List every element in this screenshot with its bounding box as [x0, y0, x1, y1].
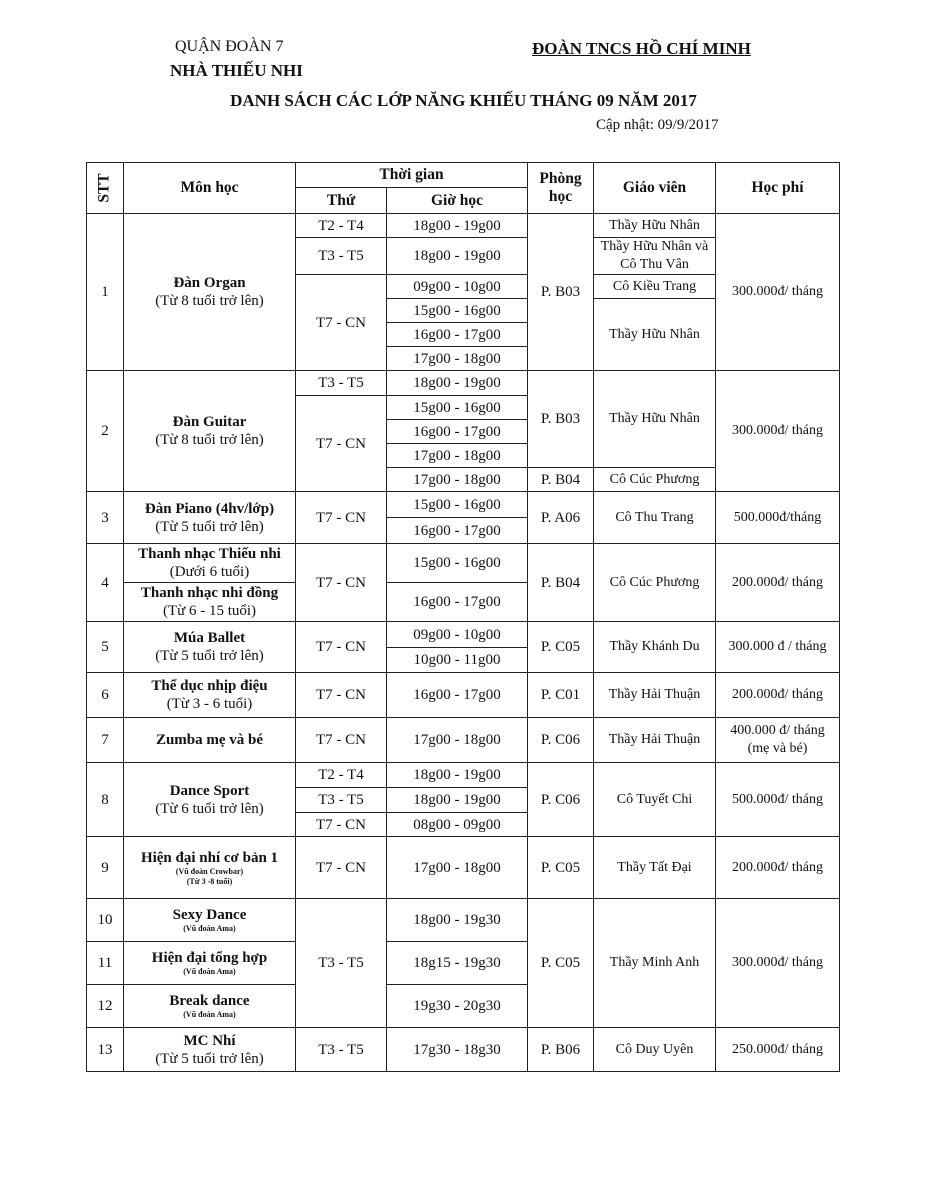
stt-cell: 9	[87, 837, 124, 899]
col-subject: Môn học	[124, 163, 296, 214]
day-cell: T7 - CN	[296, 492, 387, 544]
teacher-cell: Cô Kiều Trang	[594, 275, 716, 299]
subject-name: Hiện đại tổng hợp	[151, 950, 268, 966]
col-fee: Học phí	[716, 163, 840, 214]
col-day: Thứ	[296, 188, 387, 214]
stt-cell: 2	[87, 371, 124, 492]
teacher-cell: Thầy Hải Thuận	[594, 673, 716, 718]
subject-cell	[124, 583, 296, 622]
subject-name: Múa Ballet	[173, 630, 246, 646]
org-name-left: QUẬN ĐOÀN 7	[175, 38, 284, 55]
subject-cell	[124, 1028, 296, 1072]
subject-name: Thanh nhạc nhi đồng	[140, 585, 279, 601]
day-cell: T3 - T5	[296, 788, 387, 813]
day-cell: T2 - T4	[296, 763, 387, 788]
table-row	[87, 544, 840, 583]
fee-value: 400.000 đ/ tháng	[730, 723, 825, 738]
day-cell: T7 - CN	[296, 275, 387, 371]
room-cell: P. C05	[528, 837, 594, 899]
subject-age: (Từ 8 tuổi trở lên)	[155, 432, 264, 448]
teacher-cell: Cô Cúc Phương	[594, 468, 716, 492]
fee-cell: 200.000đ/ tháng	[716, 544, 840, 622]
room-cell: P. C01	[528, 673, 594, 718]
subject-age: (Từ 8 tuổi trở lên)	[155, 293, 264, 309]
subject-cell	[124, 837, 296, 899]
fee-cell: 300.000đ/ tháng	[716, 214, 840, 371]
day-cell: T7 - CN	[296, 837, 387, 899]
time-cell: 15g00 - 16g00	[387, 544, 528, 583]
time-cell: 17g30 - 18g30	[387, 1028, 528, 1072]
col-hours: Giờ học	[387, 188, 528, 214]
table-row	[87, 371, 840, 396]
table-row	[87, 1028, 840, 1072]
room-cell: P. B03	[528, 371, 594, 468]
day-cell: T7 - CN	[296, 718, 387, 763]
time-cell: 15g00 - 16g00	[387, 299, 528, 323]
time-cell: 18g00 - 19g00	[387, 371, 528, 396]
teacher-cell: Thầy Minh Anh	[594, 899, 716, 1028]
room-cell: P. B03	[528, 214, 594, 371]
subject-age: (Từ 5 tuổi trở lên)	[155, 1050, 264, 1067]
subject-group: (Vũ đoàn Ama)	[183, 967, 236, 976]
room-cell: P. A06	[528, 492, 594, 544]
subject-age: (Dưới 6 tuổi)	[169, 564, 250, 580]
subject-cell	[124, 544, 296, 583]
table-row	[87, 718, 840, 763]
stt-cell: 7	[87, 718, 124, 763]
stt-cell: 13	[87, 1028, 124, 1072]
subject-name: Dance Sport	[169, 782, 250, 799]
stt-cell: 6	[87, 673, 124, 718]
time-cell: 17g00 - 18g00	[387, 718, 528, 763]
teacher-cell: Thầy Hữu Nhân và Cô Thu Vân	[594, 238, 716, 275]
org-name-right: ĐOÀN TNCS HỒ CHÍ MINH	[532, 39, 751, 58]
stt-cell: 5	[87, 622, 124, 673]
time-cell: 17g00 - 18g00	[387, 347, 528, 371]
fee-cell: 250.000đ/ tháng	[716, 1028, 840, 1072]
room-cell: P. B04	[528, 544, 594, 622]
subject-cell	[124, 371, 296, 492]
subject-group: (Vũ đoàn Crowbar)	[175, 866, 244, 876]
subject-group: (Vũ đoàn Ama)	[183, 924, 236, 933]
subject-cell	[124, 214, 296, 371]
time-cell: 08g00 - 09g00	[387, 813, 528, 837]
time-cell: 19g30 - 20g30	[387, 985, 528, 1028]
table-row	[87, 899, 840, 942]
stt-cell: 1	[87, 214, 124, 371]
teacher-cell: Cô Cúc Phương	[594, 544, 716, 622]
time-cell: 16g00 - 17g00	[387, 583, 528, 622]
class-schedule-table	[86, 162, 840, 1072]
time-cell: 18g15 - 19g30	[387, 942, 528, 985]
subject-name: Đàn Piano (4hv/lớp)	[144, 500, 275, 517]
subject-cell	[124, 492, 296, 544]
time-cell: 16g00 - 17g00	[387, 518, 528, 544]
room-cell: P. C05	[528, 622, 594, 673]
table-row	[87, 763, 840, 788]
time-cell: 17g00 - 18g00	[387, 837, 528, 899]
teacher-cell: Thầy Hữu Nhân	[594, 371, 716, 468]
header-row	[87, 163, 840, 188]
teacher-cell: Thầy Hải Thuận	[594, 718, 716, 763]
subject-name: Hiện đại nhí cơ bản 1	[140, 849, 279, 866]
table-row	[87, 622, 840, 648]
fee-cell: 200.000đ/ tháng	[716, 673, 840, 718]
time-cell: 17g00 - 18g00	[387, 468, 528, 492]
org-subname-left: NHÀ THIẾU NHI	[170, 61, 303, 80]
stt-cell: 11	[87, 942, 124, 985]
fee-cell: 500.000đ/tháng	[716, 492, 840, 544]
subject-name: Đàn Organ	[173, 275, 246, 291]
subject-cell	[124, 899, 296, 942]
fee-cell: 500.000đ/ tháng	[716, 763, 840, 837]
day-cell: T3 - T5	[296, 238, 387, 275]
time-cell: 10g00 - 11g00	[387, 648, 528, 673]
subject-cell	[124, 673, 296, 718]
room-cell: P. C06	[528, 718, 594, 763]
subject-name: Đàn Guitar	[172, 414, 247, 430]
room-cell: P. B06	[528, 1028, 594, 1072]
subject-cell: Zumba mẹ và bé	[124, 718, 296, 763]
subject-age: (Từ 5 tuổi trở lên)	[155, 648, 264, 664]
stt-cell: 4	[87, 544, 124, 622]
time-cell: 16g00 - 17g00	[387, 420, 528, 444]
day-cell: T7 - CN	[296, 813, 387, 837]
stt-cell: 8	[87, 763, 124, 837]
subject-age: (Từ 3 - 6 tuổi)	[166, 696, 253, 712]
time-cell: 18g00 - 19g00	[387, 214, 528, 238]
col-stt: STT	[87, 163, 124, 214]
updated-date: Cập nhật: 09/9/2017	[596, 117, 719, 133]
fee-cell: 300.000 đ / tháng	[716, 622, 840, 673]
subject-group: (Vũ đoàn Ama)	[183, 1010, 236, 1019]
subject-age: (Từ 3 -8 tuổi)	[186, 876, 233, 886]
teacher-cell: Thầy Tất Đại	[594, 837, 716, 899]
subject-name: Break dance	[169, 993, 250, 1009]
table-row	[87, 837, 840, 899]
room-cell: P. C05	[528, 899, 594, 1028]
time-cell: 09g00 - 10g00	[387, 622, 528, 648]
day-cell: T3 - T5	[296, 371, 387, 396]
document-title: DANH SÁCH CÁC LỚP NĂNG KHIẾU THÁNG 09 NĂM 2017	[230, 91, 697, 110]
time-cell: 16g00 - 17g00	[387, 673, 528, 718]
col-room: Phòng học	[528, 163, 594, 214]
subject-age: (Từ 6 - 15 tuổi)	[162, 603, 257, 619]
subject-cell	[124, 622, 296, 673]
fee-cell: 200.000đ/ tháng	[716, 837, 840, 899]
time-cell: 18g00 - 19g00	[387, 238, 528, 275]
room-cell: P. C06	[528, 763, 594, 837]
day-cell: T7 - CN	[296, 622, 387, 673]
subject-name: Thể dục nhịp điệu	[151, 678, 268, 694]
col-time: Thời gian	[296, 163, 528, 188]
table-row	[87, 673, 840, 718]
stt-cell: 12	[87, 985, 124, 1028]
fee-cell: 300.000đ/ tháng	[716, 371, 840, 492]
day-cell: T3 - T5	[296, 899, 387, 1028]
time-cell: 18g00 - 19g30	[387, 899, 528, 942]
subject-name: MC Nhí	[183, 1032, 236, 1049]
subject-age: (Từ 6 tuổi trở lên)	[155, 800, 264, 817]
stt-cell: 3	[87, 492, 124, 544]
time-cell: 18g00 - 19g00	[387, 763, 528, 788]
fee-note: (mẹ và bé)	[747, 741, 808, 756]
subject-name: Sexy Dance	[172, 907, 247, 923]
teacher-cell: Thầy Hữu Nhân	[594, 299, 716, 371]
day-cell: T7 - CN	[296, 673, 387, 718]
subject-name: Thanh nhạc Thiếu nhi	[138, 546, 281, 562]
time-cell: 15g00 - 16g00	[387, 492, 528, 518]
time-cell: 16g00 - 17g00	[387, 323, 528, 347]
subject-cell	[124, 942, 296, 985]
col-teacher: Giáo viên	[594, 163, 716, 214]
fee-cell: 300.000đ/ tháng	[716, 899, 840, 1028]
time-cell: 17g00 - 18g00	[387, 444, 528, 468]
day-cell: T2 - T4	[296, 214, 387, 238]
day-cell: T7 - CN	[296, 544, 387, 622]
subject-cell	[124, 985, 296, 1028]
stt-cell: 10	[87, 899, 124, 942]
day-cell: T3 - T5	[296, 1028, 387, 1072]
time-cell: 09g00 - 10g00	[387, 275, 528, 299]
day-cell: T7 - CN	[296, 396, 387, 492]
table-row	[87, 492, 840, 518]
teacher-cell: Thầy Hữu Nhân	[594, 214, 716, 238]
teacher-cell: Cô Thu Trang	[594, 492, 716, 544]
time-cell: 18g00 - 19g00	[387, 788, 528, 813]
subject-age: (Từ 5 tuổi trở lên)	[155, 518, 264, 535]
teacher-cell: Cô Tuyết Chi	[594, 763, 716, 837]
subject-cell	[124, 763, 296, 837]
teacher-cell: Thầy Khánh Du	[594, 622, 716, 673]
teacher-cell: Cô Duy Uyên	[594, 1028, 716, 1072]
fee-cell	[716, 718, 840, 763]
room-cell: P. B04	[528, 468, 594, 492]
time-cell: 15g00 - 16g00	[387, 396, 528, 420]
table-row	[87, 214, 840, 238]
